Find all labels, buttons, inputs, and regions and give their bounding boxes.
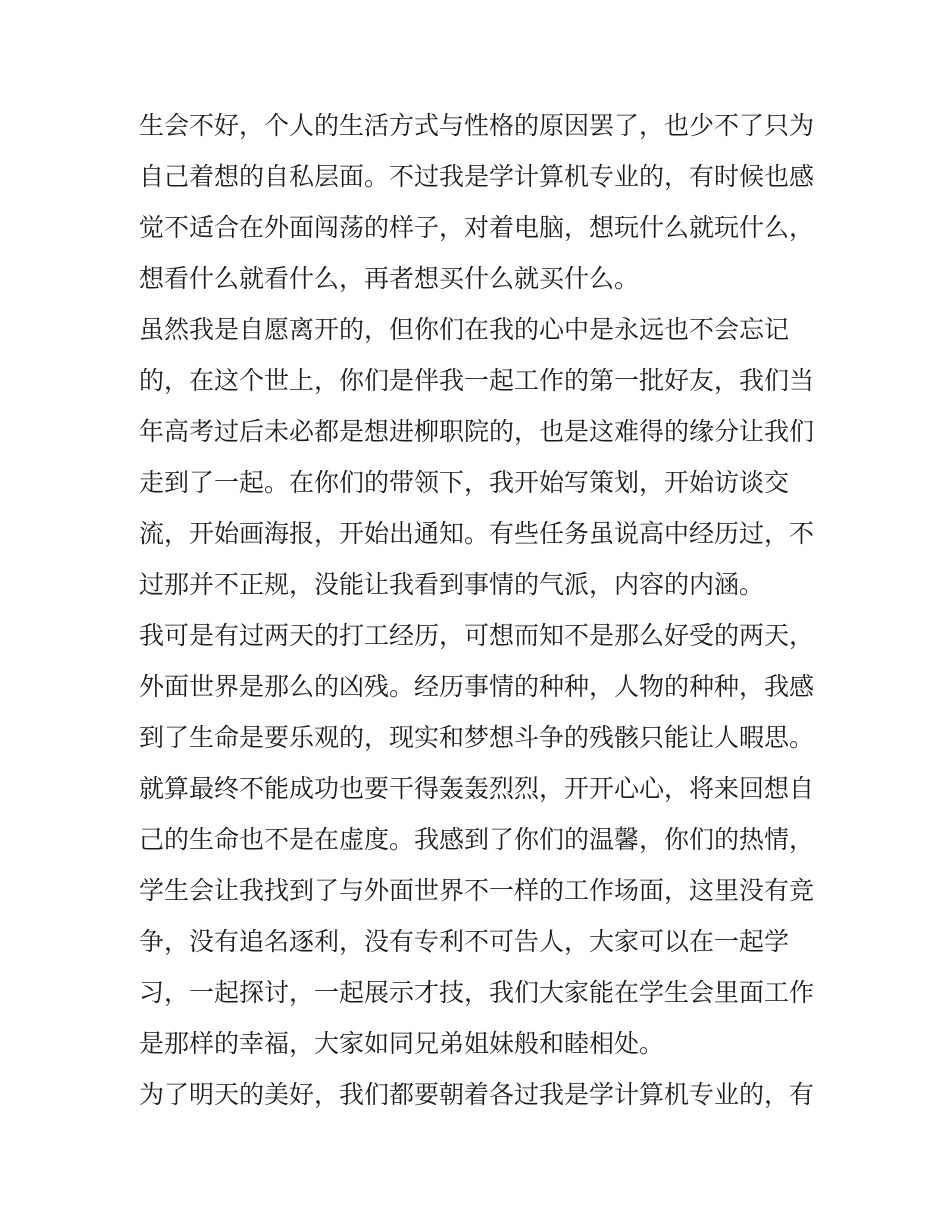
text-line: 就算最终不能成功也要干得轰轰烈烈，开开心心，将来回想自 <box>139 774 815 803</box>
text-line: 年高考过后未必都是想进柳职院的，也是这难得的缘分让我们 <box>139 417 815 446</box>
text-line: 自己着想的自私层面。不过我是学计算机专业的，有时候也感 <box>139 162 815 191</box>
text-line: 学生会让我找到了与外面世界不一样的工作场面，这里没有竞 <box>139 876 815 905</box>
text-line: 虽然我是自愿离开的，但你们在我的心中是永远也不会忘记 <box>139 315 790 344</box>
text-line: 走到了一起。在你们的带领下，我开始写策划，开始访谈交 <box>139 468 790 497</box>
text-line: 为了明天的美好，我们都要朝着各过我是学计算机专业的，有 <box>139 1080 815 1109</box>
text-line: 想看什么就看什么，再者想买什么就买什么。 <box>139 264 640 293</box>
text-line: 争，没有追名逐利，没有专利不可告人，大家可以在一起学 <box>139 927 790 956</box>
text-line: 觉不适合在外面闯荡的样子，对着电脑，想玩什么就玩什么， <box>139 213 815 242</box>
document-body <box>139 100 819 1120</box>
text-line: 是那样的幸福，大家如同兄弟姐妹般和睦相处。 <box>139 1029 665 1058</box>
paragraph <box>139 610 819 1069</box>
paragraph <box>139 304 819 610</box>
text-line: 的，在这个世上，你们是伴我一起工作的第一批好友，我们当 <box>139 366 815 395</box>
text-line: 过那并不正规，没能让我看到事情的气派，内容的内涵。 <box>139 570 765 599</box>
text-line: 流，开始画海报，开始出通知。有些任务虽说高中经历过，不 <box>139 519 815 548</box>
text-line: 己的生命也不是在虚度。我感到了你们的温馨，你们的热情， <box>139 825 815 854</box>
text-line: 外面世界是那么的凶残。经历事情的种种，人物的种种，我感 <box>139 672 815 701</box>
text-line: 习，一起探讨，一起展示才技，我们大家能在学生会里面工作 <box>139 978 815 1007</box>
text-line: 生会不好，个人的生活方式与性格的原因罢了，也少不了只为 <box>139 111 815 140</box>
paragraph <box>139 100 819 304</box>
text-line: 我可是有过两天的打工经历，可想而知不是那么好受的两天， <box>139 621 815 650</box>
paragraph <box>139 1069 819 1120</box>
text-line: 到了生命是要乐观的，现实和梦想斗争的残骸只能让人暇思。 <box>139 723 815 752</box>
